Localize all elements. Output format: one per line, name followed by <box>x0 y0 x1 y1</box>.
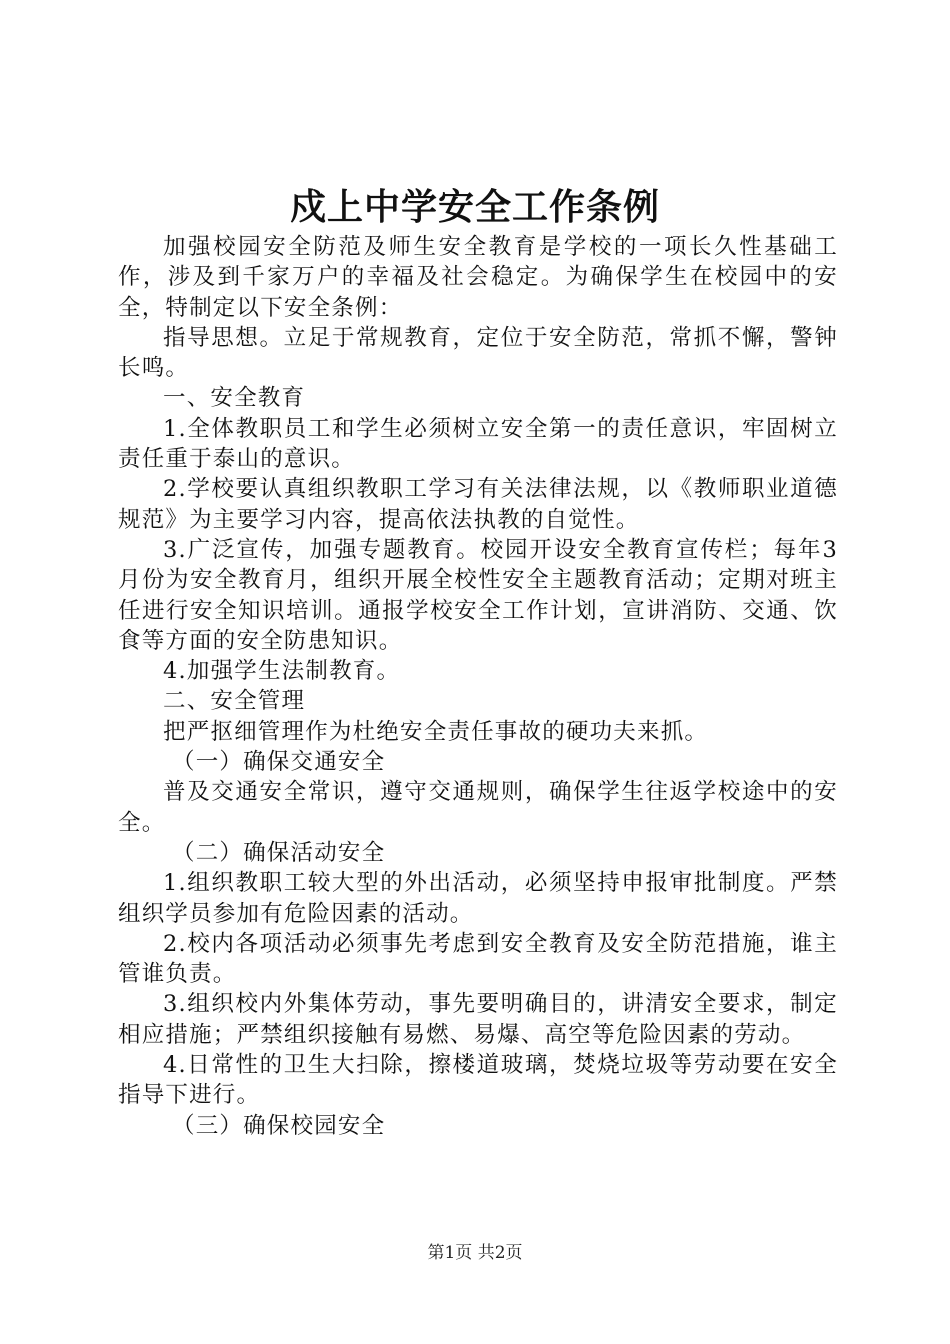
paragraph-education-item-1: 1.全体教职员工和学生必须树立安全第一的责任意识，牢固树立责任重于泰山的意识。 <box>118 415 838 473</box>
paragraph-education-item-4: 4.加强学生法制教育。 <box>163 658 401 685</box>
paragraph-traffic-safety: 普及交通安全常识，遵守交通规则，确保学生往返学校途中的安全。 <box>118 779 838 836</box>
document-title: 戍上中学安全工作条例 <box>289 187 660 228</box>
paragraph-activity-item-1: 1.组织教职工较大型的外出活动，必须坚持申报审批制度。严禁组织学员参加有危险因素的活动。 <box>118 870 838 927</box>
paragraph-activity-item-3: 3.组织校内外集体劳动，事先要明确目的，讲清安全要求，制定相应措施；严禁组织接触有易燃、易爆、高空等危险因素的劳动。 <box>118 991 838 1048</box>
paragraph-education-item-2: 2.学校要认真组织教职工学习有关法律法规，以《教师职业道德规范》为主要学习内容，提高依法执教的自觉性。 <box>118 476 838 533</box>
document-body <box>118 232 838 1141</box>
subsection-heading-campus-safety: （三）确保校园安全 <box>172 1112 386 1139</box>
section-heading-safety-education: 一、安全教育 <box>163 385 306 412</box>
paragraph-activity-item-4: 4.日常性的卫生大扫除，擦楼道玻璃，焚烧垃圾等劳动要在安全指导下进行。 <box>118 1052 838 1109</box>
paragraph-guiding-principle: 指导思想。立足于常规教育，定位于安全防范，常抓不懈，警钟长鸣。 <box>118 324 838 382</box>
paragraph-intro: 加强校园安全防范及师生安全教育是学校的一项长久性基础工作，涉及到千家万户的幸福及社会稳定。为确保学生在校园中的安全，特制定以下安全条例： <box>118 234 838 321</box>
paragraph-education-item-3: 3.广泛宣传，加强专题教育。校园开设安全教育宣传栏；每年3月份为安全教育月，组织开展全校性安全主题教育活动；定期对班主任进行安全知识培训。通报学校安全工作计划，宣讲消防、交通、饮食等方面的安全防患知识。 <box>118 536 838 654</box>
subsection-heading-traffic-safety: （一）确保交通安全 <box>172 749 386 776</box>
subsection-heading-activity-safety: （二）确保活动安全 <box>172 839 386 866</box>
page-footer: 第1页 共2页 <box>427 1243 523 1263</box>
paragraph-management-intro: 把严抠细管理作为杜绝安全责任事故的硬功夫来抓。 <box>163 718 709 745</box>
section-heading-safety-management: 二、安全管理 <box>163 688 306 715</box>
paragraph-activity-item-2: 2.校内各项活动必须事先考虑到安全教育及安全防范措施，谁主管谁负责。 <box>118 930 838 988</box>
